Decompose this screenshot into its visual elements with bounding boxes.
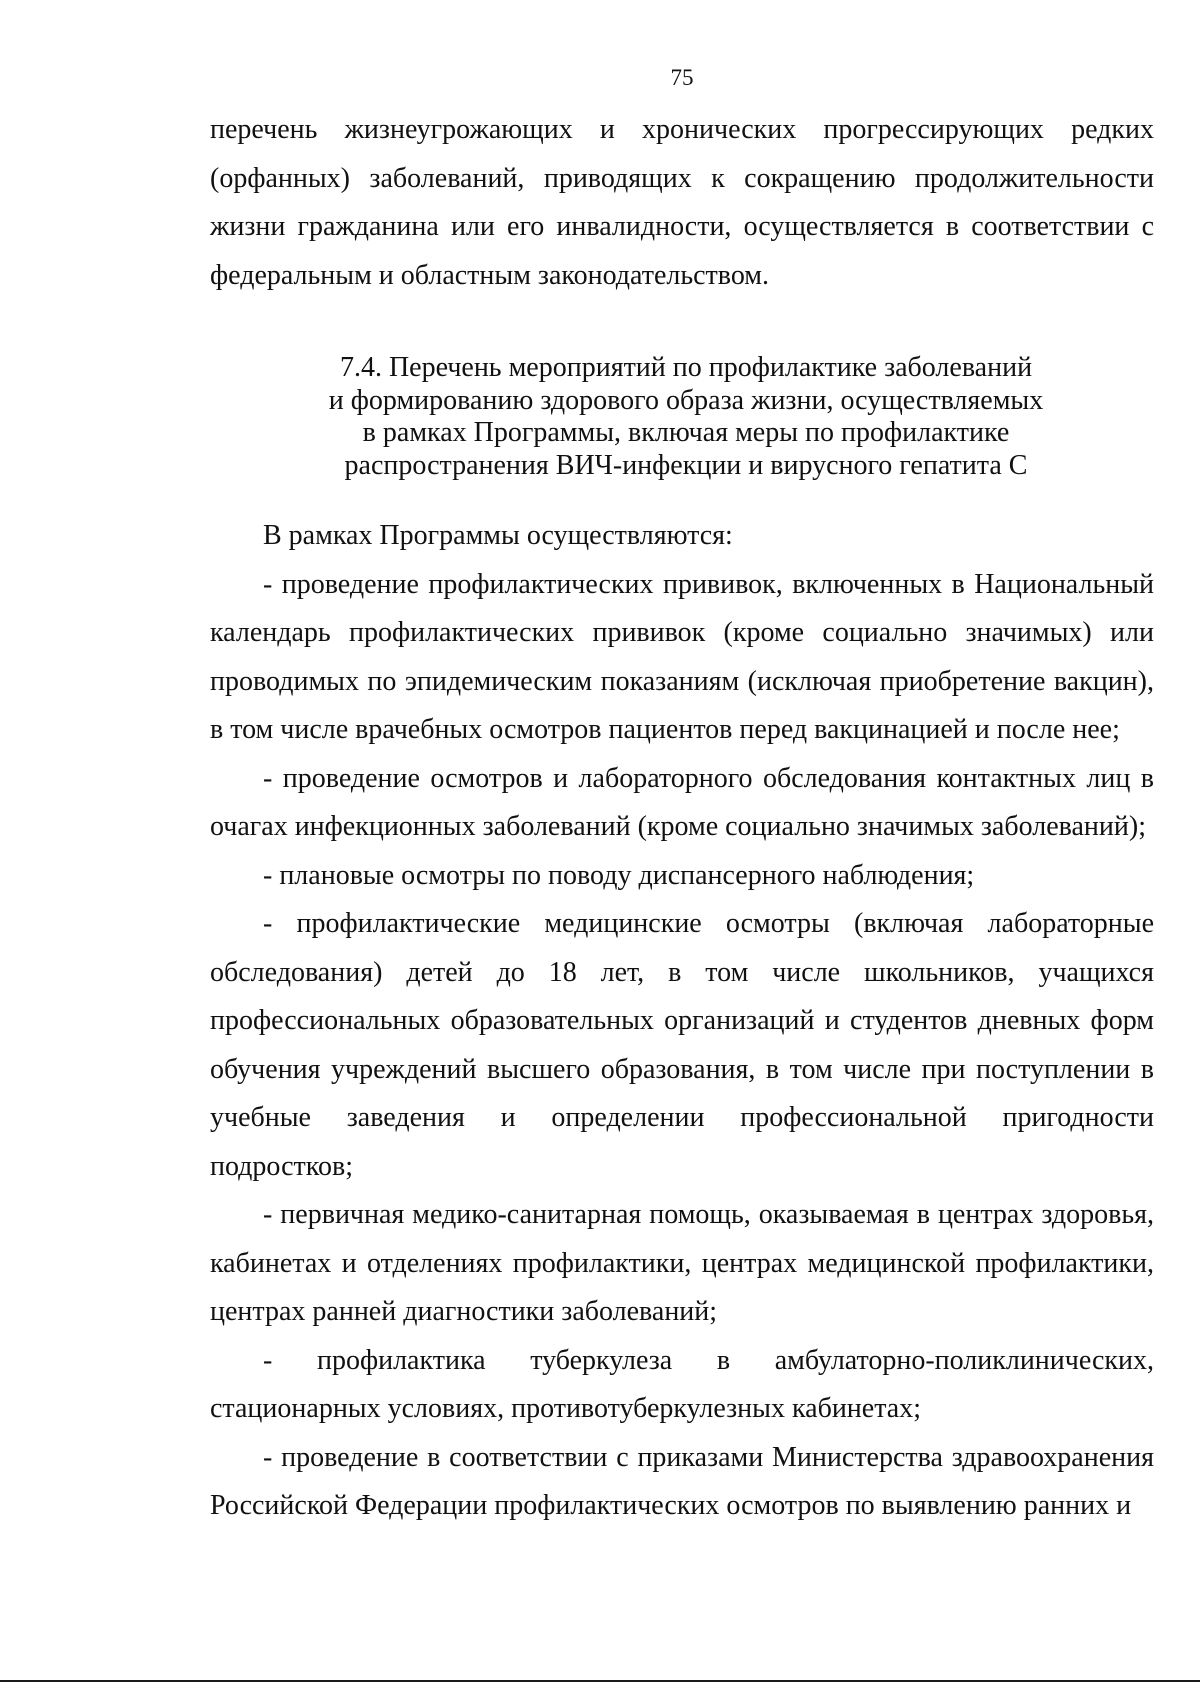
intro-paragraph: перечень жизнеугрожающих и хронических прогрессирующих редких (орфанных) заболеваний, приводящих к сокращению продолжительности жизни гражданина или его инвалидности, осуществляется в соответствии с федеральным и областным законодательством. [210, 114, 1154, 291]
list-item: - профилактика туберкулеза в амбулаторно-поликлинических, стационарных условиях, противотуберкулезных кабинетах; [210, 1344, 1154, 1424]
list-item: - профилактические медицинские осмотры (включая лабораторные обследования) детей до 18 лет, в том числе школьников, учащихся профессиональных образовательных организаций и студентов дневных форм обучения учреждений высшего образования, в том числе при поступлении в учебные заведения и определении профессиональной пригодности подростков; [210, 908, 1154, 1182]
section-heading-line: и формированию здорового образа жизни, осуществляемых [328, 384, 1044, 416]
list-item: - проведение профилактических прививок, включенных в Национальный календарь профилактических прививок (кроме социально значимых) или проводимых по эпидемическим показаниям (исключая приобретение вакцин), в том числе врачебных осмотров пациентов перед вакцинацией и после нее; [210, 568, 1154, 745]
section-heading [210, 352, 1154, 482]
list-item: - проведение осмотров и лабораторного обследования контактных лиц в очагах инфекционных заболеваний (кроме социально значимых заболеваний); [210, 762, 1154, 842]
list-item: - проведение в соответствии с приказами Министерства здравоохранения Российской Федерации профилактических осмотров по выявлению ранних и [210, 1441, 1154, 1521]
document-body [210, 106, 1154, 1531]
section-heading-line: 7.4. Перечень мероприятий по профилактике заболеваний [339, 352, 1033, 383]
section-heading-line: в рамках Программы, включая меры по профилактике [362, 417, 1010, 448]
list-item: - первичная медико-санитарная помощь, оказываемая в центрах здоровья, кабинетах и отделениях профилактики, центрах медицинской профилактики, центрах ранней диагностики заболеваний; [210, 1199, 1154, 1327]
section-heading-line: распространения ВИЧ-инфекции и вирусного гепатита С [344, 449, 1028, 481]
list-item: - плановые осмотры по поводу диспансерного наблюдения; [263, 859, 975, 891]
page-number: 75 [670, 65, 694, 90]
section-lead: В рамках Программы осуществляются: [263, 520, 733, 551]
bottom-rule [0, 1680, 1200, 1682]
